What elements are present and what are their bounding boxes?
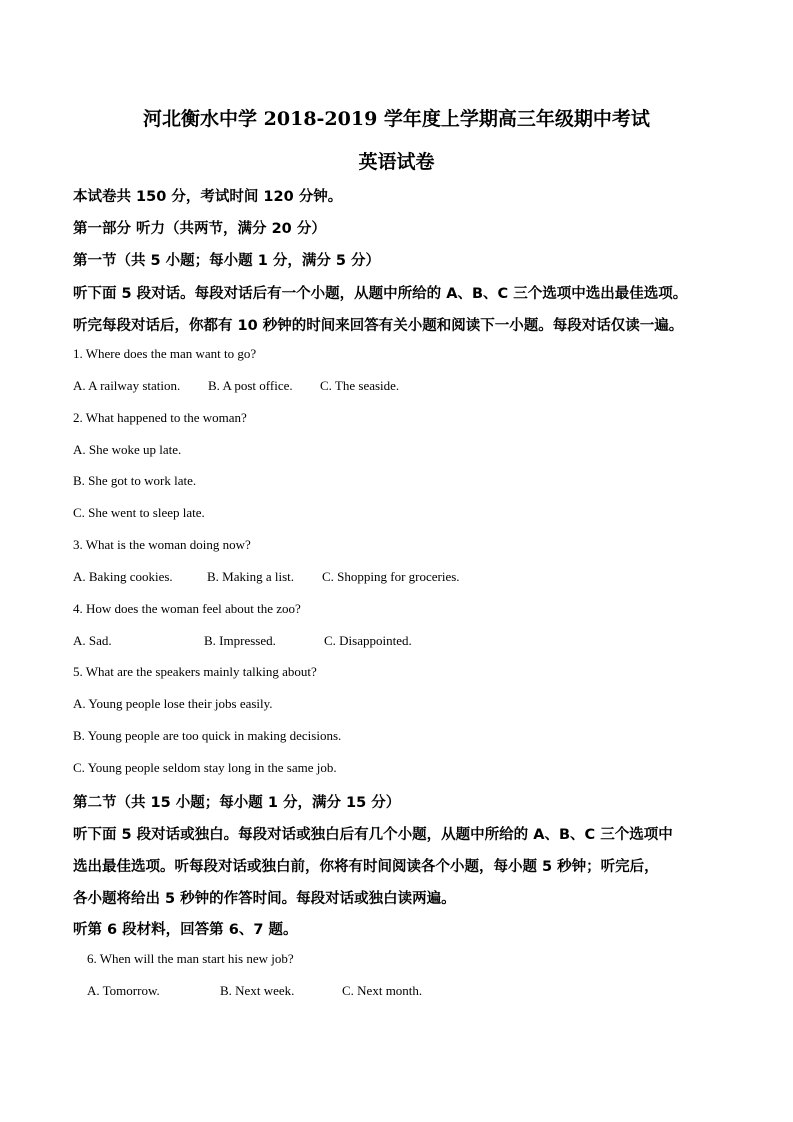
section2-instructions-line2: 选出最佳选项。听每段对话或独白前，你将有时间阅读各个小题，每小题 5 秒钟；听完后，: [73, 859, 659, 875]
page-subtitle: 英语试卷: [358, 151, 435, 173]
exam-info: 本试卷共 150 分，考试时间 120 分钟。: [73, 189, 343, 205]
page-title: 河北衡水中学 2018-2019 学年度上学期高三年级期中考试: [143, 108, 650, 130]
question-3-option-c: C. Shopping for groceries.: [322, 569, 460, 584]
question-1-option-c: C. The seaside.: [320, 378, 400, 393]
question-4-stem: 4. How does the woman feel about the zoo?: [73, 601, 301, 616]
question-4-option-b: B. Impressed.: [204, 633, 276, 648]
question-1-stem: 1. Where does the man want to go?: [73, 346, 257, 361]
question-4-option-c: C. Disappointed.: [324, 633, 412, 648]
question-2-stem: 2. What happened to the woman?: [73, 410, 247, 425]
section2-instructions-line1: 听下面 5 段对话或独白。每段对话或独白后有几个小题，从题中所给的 A、B、C 三个选项中: [73, 827, 673, 843]
question-6-option-c: C. Next month.: [342, 983, 423, 998]
question-6-option-b: B. Next week.: [220, 983, 295, 998]
question-1-option-a: A. A railway station.: [73, 378, 181, 393]
question-6-option-a: A. Tomorrow.: [87, 983, 160, 998]
material-6-heading: 听第 6 段材料，回答第 6、7 题。: [73, 922, 298, 938]
question-5-option-c: C. Young people seldom stay long in the same job.: [73, 760, 337, 775]
question-4-option-a: A. Sad.: [73, 633, 112, 648]
question-5-stem: 5. What are the speakers mainly talking about?: [73, 664, 317, 679]
question-1-option-b: B. A post office.: [208, 378, 293, 393]
question-3-option-a: A. Baking cookies.: [73, 569, 173, 584]
section1-heading: 第一节（共 5 小题；每小题 1 分，满分 5 分）: [73, 253, 381, 269]
question-2-option-a: A. She woke up late.: [73, 442, 182, 457]
question-3-stem: 3. What is the woman doing now?: [73, 537, 251, 552]
part1-heading: 第一部分 听力（共两节，满分 20 分）: [73, 221, 326, 237]
section1-instructions-line1: 听下面 5 段对话。每段对话后有一个小题，从题中所给的 A、B、C 三个选项中选出最佳选项。: [73, 286, 688, 302]
question-2-option-c: C. She went to sleep late.: [73, 505, 205, 520]
section2-instructions-line3: 各小题将给出 5 秒钟的作答时间。每段对话或独白读两遍。: [73, 891, 456, 907]
section2-heading: 第二节（共 15 小题；每小题 1 分，满分 15 分）: [73, 795, 401, 811]
section1-instructions-line2: 听完每段对话后，你都有 10 秒钟的时间来回答有关小题和阅读下一小题。每段对话仅读一遍。: [73, 318, 684, 334]
question-5-option-b: B. Young people are too quick in making decisions.: [73, 728, 342, 743]
question-3-option-b: B. Making a list.: [207, 569, 295, 584]
question-2-option-b: B. She got to work late.: [73, 473, 197, 488]
question-6-stem: 6. When will the man start his new job?: [87, 951, 294, 966]
question-5-option-a: A. Young people lose their jobs easily.: [73, 696, 273, 711]
